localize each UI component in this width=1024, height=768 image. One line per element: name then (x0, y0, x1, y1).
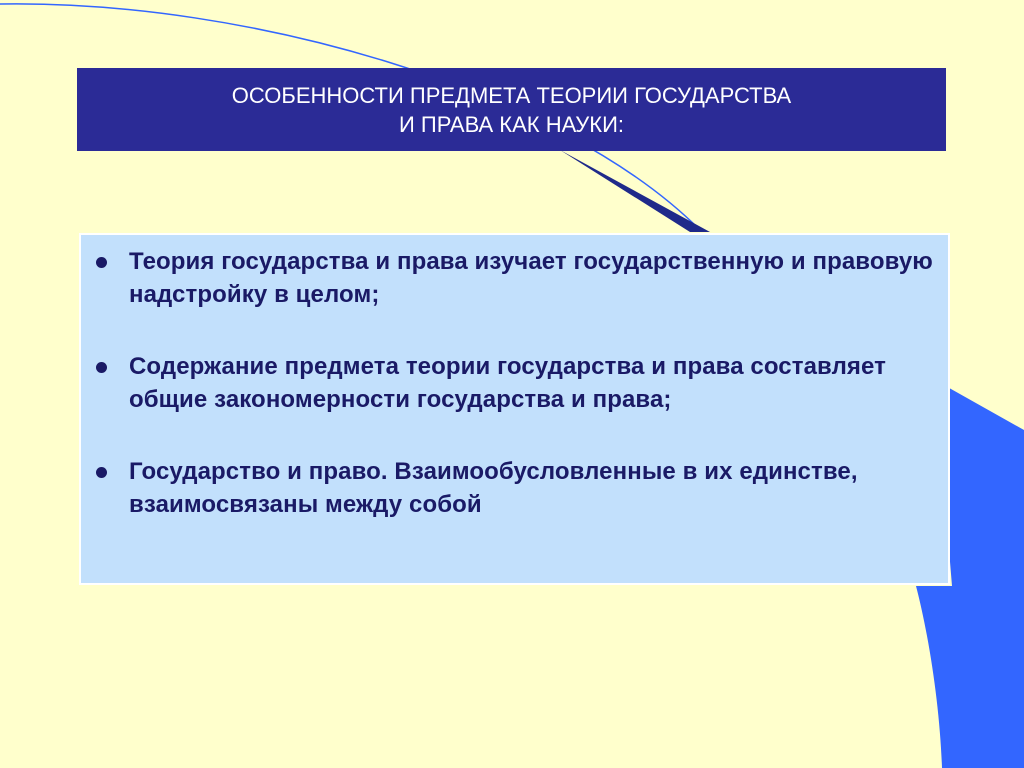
bullet-dot-icon (96, 467, 107, 478)
bullet-text-1: Теория государства и права изучает государственную и правовую надстройку в целом; (129, 248, 933, 308)
bullet-item-2 (91, 350, 934, 416)
bullet-item-1 (91, 245, 934, 311)
title-line-1: ОСОБЕННОСТИ ПРЕДМЕТА ТЕОРИИ ГОСУДАРСТВА (231, 82, 792, 108)
bullet-text-3: Государство и право. Взаимообусловленные в их единстве, взаимосвязаны между собой (129, 458, 858, 518)
content-panel (79, 233, 950, 585)
bullet-dot-icon (96, 257, 107, 268)
bullet-list (91, 245, 934, 521)
bullet-text-2: Содержание предмета теории государства и права составляет общие закономерности государства и права; (129, 353, 887, 413)
decor-wedge (560, 150, 710, 232)
bullet-item-3 (91, 455, 934, 521)
title-bar (77, 68, 946, 151)
title-line-2: И ПРАВА КАК НАУКИ: (398, 111, 625, 137)
bullet-dot-icon (96, 362, 107, 373)
